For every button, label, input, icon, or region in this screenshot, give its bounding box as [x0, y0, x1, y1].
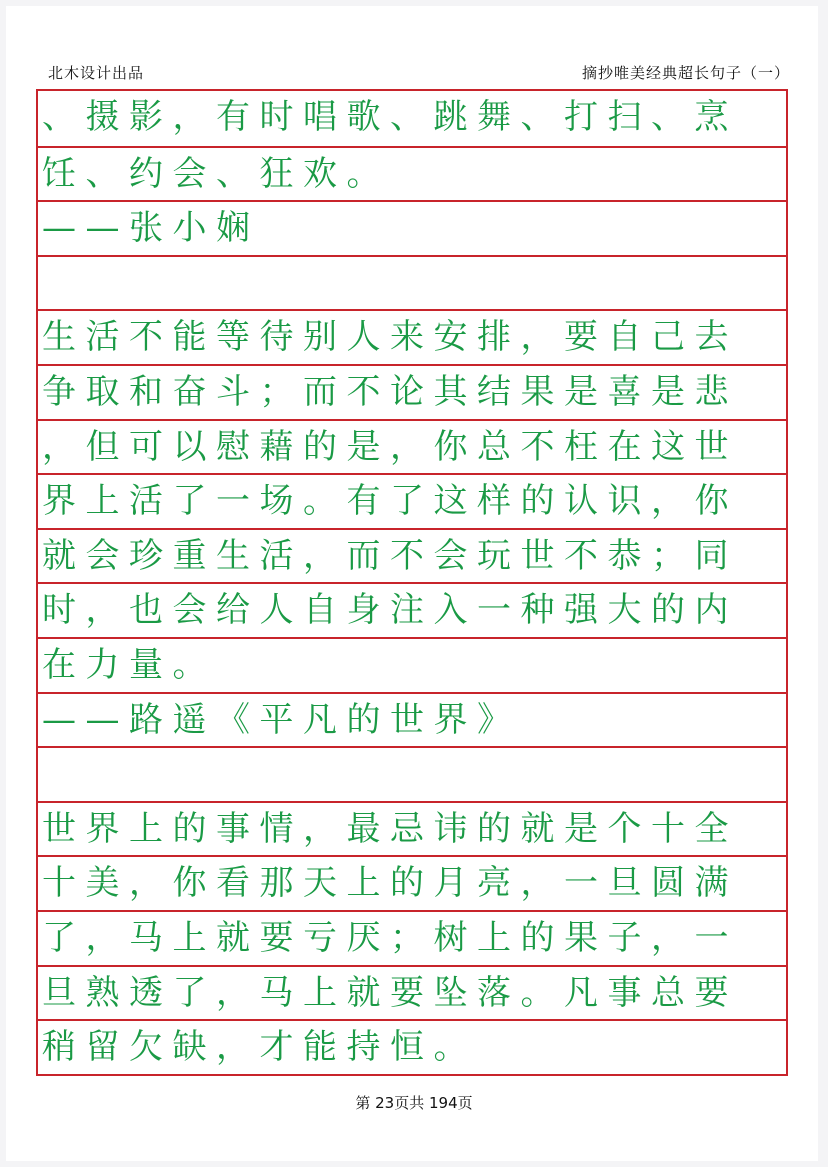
- copybook-line: ——张小娴: [38, 200, 786, 255]
- copybook-line: ，但可以慰藉的是，你总不枉在这世: [38, 419, 786, 474]
- copybook-line: [38, 255, 786, 310]
- copybook-line: 在力量。: [38, 637, 786, 692]
- publisher-label: 北木设计出品: [48, 64, 145, 82]
- copybook-line: 世界上的事情，最忌讳的就是个十全: [38, 801, 786, 856]
- copybook-line: 饪、约会、狂欢。: [38, 146, 786, 201]
- copybook-line: ——路遥《平凡的世界》: [38, 692, 786, 747]
- copybook-line: 十美，你看那天上的月亮，一旦圆满: [38, 855, 786, 910]
- copybook-line: 旦熟透了，马上就要坠落。凡事总要: [38, 965, 786, 1020]
- document-title: 摘抄唯美经典超长句子（一）: [581, 64, 790, 82]
- copybook-grid: [36, 89, 788, 1076]
- copybook-line: [38, 746, 786, 801]
- copybook-line: 争取和奋斗；而不论其结果是喜是悲: [38, 364, 786, 419]
- copybook-line: 稍留欠缺，才能持恒。: [38, 1019, 786, 1074]
- copybook-line: 生活不能等待别人来安排，要自己去: [38, 309, 786, 364]
- copybook-line: 时，也会给人自身注入一种强大的内: [38, 582, 786, 637]
- page-number: 第 23页共 194页: [355, 1094, 473, 1112]
- copybook-line: 了，马上就要亏厌；树上的果子，一: [38, 910, 786, 965]
- copybook-line: 就会珍重生活，而不会玩世不恭；同: [38, 528, 786, 583]
- copybook-line: 界上活了一场。有了这样的认识，你: [38, 473, 786, 528]
- copybook-line: 、摄影，有时唱歌、跳舞、打扫、烹: [42, 97, 738, 137]
